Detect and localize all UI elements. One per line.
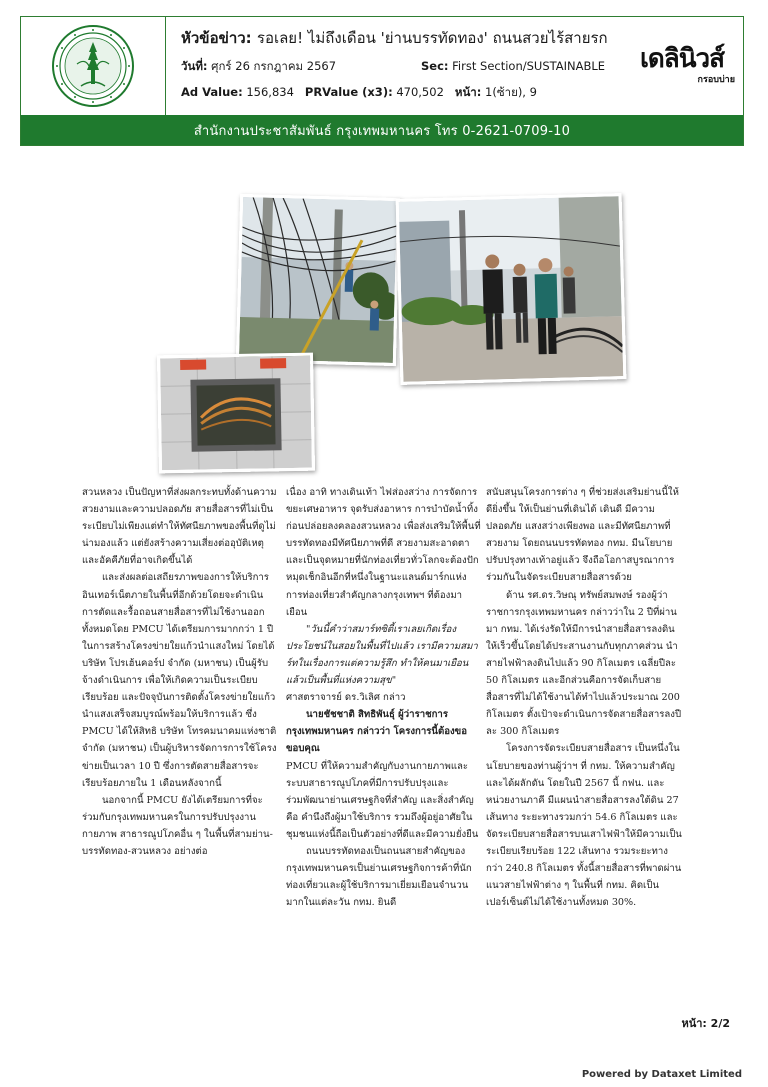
clipping-info bbox=[181, 23, 621, 113]
date-label: วันที่: bbox=[181, 58, 208, 73]
paragraph: สนับสนุนโครงการต่าง ๆ ที่ช่วยส่งเสริมย่านนี้ให้ดียิ่งขึ้น ให้เป็นย่านที่เดินได้ เดินดี มีความปลอดภัย แสงสว่างเพียงพอ และมีทัศนียภาพที่สวยงาม โดยถนนบรรทัดทอง กทม. มีนโยบายปรับปรุงทางเท้าอยู่แล้ว จึงถือโอกาสบูรณาการร่วมกันในจัดระเบียบสายสื่อสารด้วย bbox=[486, 487, 679, 584]
bma-logo-cell bbox=[21, 17, 166, 115]
agency-text: สำนักงานประชาสัมพันธ์ กรุงเทพมหานคร โทร 0-2621-0709-10 bbox=[193, 123, 571, 139]
section-field bbox=[421, 59, 621, 74]
page-value: 1(ซ้าย), 9 bbox=[485, 85, 537, 100]
publication-logo bbox=[621, 17, 743, 115]
manhole-cables-photo bbox=[157, 353, 315, 474]
ad-value: 156,834 bbox=[246, 85, 294, 100]
paragraph: โครงการจัดระเบียบสายสื่อสาร เป็นหนึ่งในนโยบายของท่านผู้ว่าฯ ที่ กทม. ให้ความสำคัญและได้ผลักดัน โดยในปี 2567 นี้ กฟน. และหน่วยงานภาคี มีแผนนำสายสื่อสารลงใต้ดิน 27 เส้นทาง ระยะทางรวมกว่า 54.6 กิโลเมตร และจัดระเบียบสายสื่อสารบนเสาไฟฟ้าให้มีความเป็นระเบียบเรียบร้อย 122 เส้นทาง รวมระยะทางกว่า 240.8 กิโลเมตร ทั้งนี้สายสื่อสารที่พาดผ่านแนวสายไฟฟ้าต่าง ๆ ในพื้นที่ กทม. คิดเป็นเปอร์เซ็นต์ไม่ได้ใช้งานทั้งหมด 30%. bbox=[486, 743, 682, 909]
powered-by: Powered by Dataxet Limited bbox=[581, 1069, 742, 1080]
date-field bbox=[181, 59, 336, 74]
date-value: ศุกร์ 26 กรกฎาคม 2567 bbox=[211, 58, 337, 73]
article-column-2 bbox=[286, 484, 482, 911]
ad-value-label: Ad Value: bbox=[181, 85, 243, 100]
paragraph: ถนนบรรทัดทองเป็นถนนสายสำคัญของกรุงเทพมหานครเป็นย่านเศรษฐกิจการค้าที่นักท่องเที่ยวและผู้ใช้บริการมาเยี่ยมเยือนจำนวนมากในแต่ละวัน กทม. ยินดี bbox=[286, 845, 472, 909]
officials-walking-photo bbox=[396, 193, 627, 385]
pr-value-label: PRValue (x3): bbox=[304, 85, 393, 100]
value-row bbox=[181, 85, 621, 100]
paragraph: นายชัชชาติ สิทธิพันธุ์ ผู้ว่าราชการกรุงเทพมหานคร กล่าวว่า โครงการนี้ต้องขอขอบคุณ bbox=[286, 709, 467, 755]
bma-seal-icon bbox=[51, 24, 135, 108]
cable-workers-photo bbox=[236, 194, 400, 366]
article-column-1 bbox=[82, 484, 278, 860]
paragraph: ศาสตราจารย์ ดร.วิเลิศ กล่าว bbox=[286, 692, 406, 704]
date-section-row bbox=[181, 59, 621, 74]
page-label: หน้า: bbox=[454, 85, 482, 100]
page-number: หน้า: 2/2 bbox=[681, 1017, 730, 1030]
clipping-header bbox=[20, 16, 744, 146]
headline-row bbox=[181, 29, 621, 49]
agency-bar bbox=[21, 115, 743, 145]
paragraph: PMCU ที่ให้ความสำคัญกับงานกายภาพและระบบสาธารณูปโภคที่มีการปรับปรุงและร่วมพัฒนาย่านเศรษฐกิจที่สำคัญ และสิ่งสำคัญ คือ คำนึงถึงผู้มาใช้บริการ รวมถึงผู้อยู่อาศัยในชุมชนแห่งนี้ถือเป็นตัวอย่างที่ดีและมีความยั่งยืน bbox=[286, 760, 479, 840]
headline-text: รอเลย! ไม่ถึงเดือน 'ย่านบรรทัดทอง' ถนนสวยไร้สายรก bbox=[256, 29, 608, 47]
paragraph: นอกจากนี้ PMCU ยังได้เตรียมการที่จะร่วมกับกรุงเทพมหานครในการปรับปรุงงานกายภาพ สาธารณูปโภคอื่น ๆ ในพื้นที่สามย่าน-บรรทัดทอง-สวนหลวง อย่างต่อ bbox=[82, 794, 273, 857]
article-column-3 bbox=[486, 484, 682, 911]
section-value: First Section/SUSTAINABLE bbox=[452, 58, 606, 73]
publication-name: เดลินิวส์ bbox=[640, 44, 724, 74]
paragraph: สวนหลวง เป็นปัญหาที่ส่งผลกระทบทั้งด้านความสวยงามและความปลอดภัย สายสื่อสารที่ไม่เป็นระเบียบไม่เพียงแต่ทำให้ทัศนียภาพของพื้นที่ดูไม่น่ามองแล้ว แต่ยังสร้างความเสี่ยงต่ออุบัติเหตุและอัคคีภัยที่อาจเกิดขึ้นได้ bbox=[82, 487, 277, 567]
paragraph: ด้าน รศ.ดร.วิษณุ ทรัพย์สมพงษ์ รองผู้ว่าราชการกรุงเทพมหานคร กล่าวว่าใน 2 ปีที่ผ่านมา กทม. ได้เร่งรัดให้มีการนำสายสื่อสารลงดินให้เร็วขึ้นโดยได้ประสานงานกับทุกภาคส่วน นำสายไฟฟ้าลงดินไปแล้ว 90 กิโลเมตร เฉลี่ยปีละ 50 กิโลเมตร และอีกส่วนคือการจัดเก็บสายสื่อสารที่ไม่ได้ใช้งานได้ทำไปแล้วประมาณ 200 กิโลเมตร ตั้งเป้าจะดำเนินการจัดสายสื่อสารลงปีละ 300 กิโลเมตร bbox=[486, 589, 682, 738]
headline-label: หัวข้อข่าว: bbox=[181, 29, 252, 47]
paragraph: และส่งผลต่อเสถียรภาพของการให้บริการอินเทอร์เน็ตภายในพื้นที่อีกด้วยโดยจะดำเนินการตัดและรื้อถอนสายสื่อสารที่ไม่ใช้งานออกทั้งหมดโดย PMCU ได้เตรียมการมากกว่า 1 ปี ในการสร้างโครงข่ายใยแก้วนำแสงใหม่ โดยได้บริษัท โปรเฮ้นคอร์ป จำกัด (มหาชน) เป็นผู้รับจ้างดำเนินการ เพื่อให้เกิดความเป็นระเบียบเรียบร้อย และปัจจุบันการติดตั้งโครงข่ายใยแก้วนำแสงเสร็จสมบูรณ์พร้อมให้บริการแล้ว ซึ่ง PMCU ได้ให้สิทธิ บริษัท โทรคมนาคมแห่งชาติ จำกัด (มหาชน) เป็นผู้บริหารจัดการการใช้โครงข่ายเป็นเวลา 10 ปี ซึ่งการตัดสายสื่อสารจะเรียบร้อยภายใน 1 เดือนหลังจากนี้ bbox=[82, 572, 277, 789]
publication-edition: กรอบบ่าย bbox=[697, 75, 735, 85]
paragraph: เนื่อง อาทิ ทางเดินเท้า ไฟส่องสว่าง การจัดการขยะเศษอาหาร จุดรับส่งอาหาร การบำบัดน้ำทิ้งก่อนปล่อยลงคลองสวนหลวง เพื่อส่งเสริมให้พื้นที่บรรทัดทองมีทัศนียภาพที่ดี สวยงามสะอาดตาและเป็นจุดหมายที่นักท่องเที่ยวทั่วโลกจะต้องปักหมุดเช็กอินอีกที่หนึ่งในฐานะแลนด์มาร์กแห่งการท่องเที่ยวสำคัญกลางกรุงเทพฯ ที่ต้องมาเยือน bbox=[286, 487, 481, 618]
section-label: Sec: bbox=[421, 58, 449, 73]
quote-paragraph: "วันนี้คำว่าสมาร์ทซิตี้เราเลยเกิดเรื่องประโยชน์ในสอยในพื้นที่ไปแล้ว เรามีความสมาร์ทในเรื่องการแต่ความรู้สึก ทำให้คนมาเยือนแล้วเป็นพื้นที่แห่งความสุข" bbox=[286, 623, 478, 687]
pr-value: 470,502 bbox=[396, 85, 444, 100]
